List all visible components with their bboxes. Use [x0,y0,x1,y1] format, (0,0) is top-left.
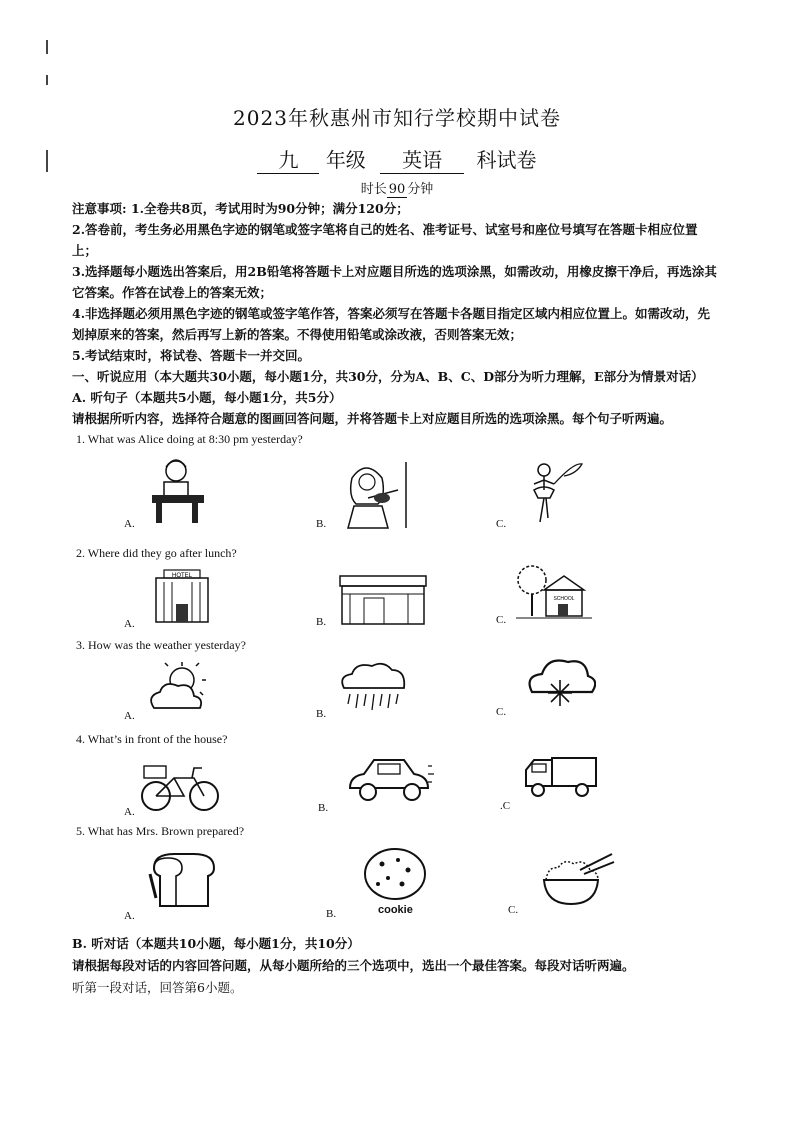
ballet-dancer-picture [520,456,586,526]
subject-blank: 英语 [380,144,464,174]
q1-option-c[interactable]: C. [496,518,507,530]
duration-prefix: 时长 [360,182,387,197]
girl-violin-picture [338,458,410,530]
note-1: 注意事项: 1.全卷共8页，考试用时为90分钟；满分120分； [72,201,409,216]
q5-option-a[interactable]: A. [124,910,135,922]
exam-subtitle [0,144,794,174]
note-2: 2.答卷前，考生务必用黑色字迹的钢笔或签字笔将自己的姓名、准考证号、试室号和座位号填写在答题卡相应位置上； [72,222,698,258]
school-sign: SCHOOL [553,596,575,602]
q2-option-c[interactable]: C. [496,614,507,626]
hotel-sign: HOTEL [171,573,193,579]
q4-option-c[interactable]: .C [500,800,511,812]
note-5: 5.考试结束时，将试卷、答题卡一并交回。 [72,348,311,363]
sectionB-first-dialog: 听第一段对话，回答第6小题。 [72,980,243,995]
q5-option-b[interactable]: B. [326,908,337,920]
binding-mark [46,40,48,54]
q1-option-a[interactable]: A. [124,518,135,530]
q3-option-b[interactable]: B. [316,708,327,720]
sunny-cloudy-icon [144,660,214,716]
binding-mark [46,75,48,85]
note-4: 4.非选择题必须用黑色字迹的钢笔或签字笔作答，答案必须写在答题卡各题目指定区域内相应位置上。如需改动，先划掉原来的答案，然后再写上新的答案。不得使用铅笔或涂改液，否则答案无效； [72,306,711,342]
duration-suffix: 分钟 [407,182,434,197]
bread-picture [146,848,218,912]
q1-option-b[interactable]: B. [316,518,327,530]
girl-studying-picture [148,455,208,525]
exam-duration [0,178,794,197]
question-2: 2. Where did they go after lunch? [76,546,237,560]
question-5: 5. What has Mrs. Brown prepared? [76,824,245,838]
store-picture [338,570,430,626]
q4-option-b[interactable]: B. [318,802,329,814]
truck-picture [522,752,600,802]
hotel-picture [150,566,214,626]
q4-option-a[interactable]: A. [124,806,135,818]
cookie-label: cookie [378,904,413,916]
exam-notes [72,198,722,429]
bicycle-picture [140,760,220,814]
subject-label: 科试卷 [476,148,537,172]
rice-bowl-picture [536,850,616,910]
car-picture [344,754,436,804]
school-picture [516,560,592,624]
grade-label: 年级 [325,148,366,172]
q5-option-c[interactable]: C. [508,904,519,916]
question-1: 1. What was Alice doing at 8:30 pm yesterday? [76,432,303,446]
sectionB-instructions: 请根据每段对话的内容回答问题，从每小题所给的三个选项中，选出一个最佳答案。每段对话听两遍。 [72,958,635,973]
cookie-picture [362,846,428,902]
rainy-cloud-icon [336,660,410,716]
question-4: 4. What’s in front of the house? [76,732,228,746]
sectionA-instructions: 请根据所听内容，选择符合题意的图画回答问题，并将答题卡上对应题目所选的选项涂黑。每个句子听两遍。 [72,411,673,426]
sectionB-title: B. 听对话（本题共10小题，每小题1分，共10分） [72,936,360,951]
question-3: 3. How was the weather yesterday? [76,638,246,652]
part1-heading: 一、听说应用（本大题共30小题，每小题1分，共30分，分为A、B、C、D部分为听力理解，E部分为情景对话） [72,369,704,384]
sectionA-title: A. 听句子（本题共5小题，每小题1分，共5分） [72,390,342,405]
snow-cloud-icon [524,654,596,716]
q3-option-c[interactable]: C. [496,706,507,718]
exam-title: 2023年秋惠州市知行学校期中试卷 [233,106,561,130]
q2-option-a[interactable]: A. [124,618,135,630]
q3-option-a[interactable]: A. [124,710,135,722]
grade-blank: 九 [257,144,319,174]
duration-value: 90 [388,182,406,197]
q2-option-b[interactable]: B. [316,616,327,628]
note-3: 3.选择题每小题选出答案后，用2B铅笔将答题卡上对应题目所选的选项涂黑，如需改动，用橡皮擦干净后，再选涂其它答案。作答在试卷上的答案无效； [72,264,717,300]
